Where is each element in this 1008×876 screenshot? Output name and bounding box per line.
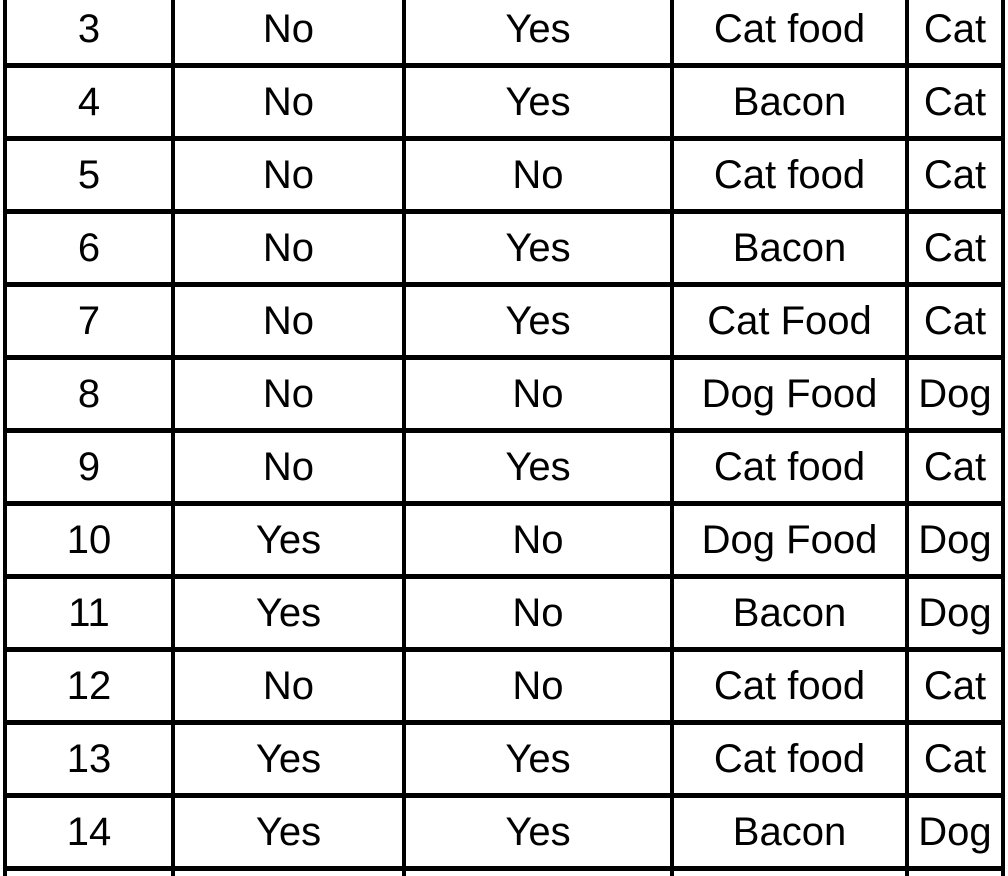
table-cell-food: Bacon [674, 214, 909, 282]
table-cell-species: Dog [909, 579, 1005, 647]
table-cell: No [175, 214, 406, 282]
table-cell: No [406, 141, 674, 209]
table-row [7, 360, 1005, 433]
table-cell-food: Cat food [674, 141, 909, 209]
table-row [7, 0, 1005, 68]
table-cell-species: Cat [909, 0, 1005, 63]
table-cell: No [175, 652, 406, 720]
table-cell-row-id: 9 [7, 433, 175, 501]
table-cell-food: Cat food [674, 652, 909, 720]
table-cell: Yes [175, 506, 406, 574]
table-cell: Yes [406, 287, 674, 355]
table-cell-row-id: 12 [7, 652, 175, 720]
table-cell-row-id: 5 [7, 141, 175, 209]
table-cell-species: Dog [909, 360, 1005, 428]
table-cell: Yes [406, 433, 674, 501]
table-cell [406, 871, 674, 876]
table-cell: Yes [406, 214, 674, 282]
table-row-partial [7, 871, 1005, 876]
table-cell: No [175, 68, 406, 136]
table-cell-species: Cat [909, 214, 1005, 282]
table-cell: No [175, 360, 406, 428]
table-cell: No [175, 141, 406, 209]
table-cell-food: Cat food [674, 725, 909, 793]
table-cell [674, 871, 909, 876]
table-cell-row-id: 14 [7, 798, 175, 866]
table-cell [7, 871, 175, 876]
table-cell-species: Cat [909, 433, 1005, 501]
table-cell-food: Cat food [674, 0, 909, 63]
table-cell-row-id: 8 [7, 360, 175, 428]
table-row [7, 652, 1005, 725]
table-cell [175, 871, 406, 876]
table-cell: No [406, 506, 674, 574]
table-cell-food: Cat food [674, 433, 909, 501]
table-cell-species: Dog [909, 506, 1005, 574]
table-cell-food: Dog Food [674, 360, 909, 428]
table-cell: No [175, 433, 406, 501]
table-cell: No [175, 0, 406, 63]
table-cell-food: Bacon [674, 798, 909, 866]
table-cell-species: Cat [909, 68, 1005, 136]
table-cell: Yes [406, 0, 674, 63]
table-row [7, 579, 1005, 652]
table-row [7, 798, 1005, 871]
table-row [7, 214, 1005, 287]
table-row [7, 287, 1005, 360]
table-cell: Yes [175, 579, 406, 647]
table-cell-row-id: 13 [7, 725, 175, 793]
table-cell: No [406, 652, 674, 720]
table-cell-species: Cat [909, 652, 1005, 720]
table-cell: Yes [175, 725, 406, 793]
table-cell-food: Bacon [674, 579, 909, 647]
table-cell: No [406, 360, 674, 428]
table-cell-species: Cat [909, 287, 1005, 355]
table-cell-species: Cat [909, 725, 1005, 793]
table-cell: Yes [406, 798, 674, 866]
table-cell-row-id: 3 [7, 0, 175, 63]
table-cell-food: Bacon [674, 68, 909, 136]
table-cell-food: Dog Food [674, 506, 909, 574]
table-cell-food: Cat Food [674, 287, 909, 355]
table-cell-row-id: 6 [7, 214, 175, 282]
table-cell: Yes [406, 68, 674, 136]
table-cell-row-id: 4 [7, 68, 175, 136]
table-cell-row-id: 11 [7, 579, 175, 647]
table-cell-row-id: 7 [7, 287, 175, 355]
pets-data-table [3, 0, 1005, 876]
table-row [7, 433, 1005, 506]
table-row [7, 68, 1005, 141]
table-cell-species: Dog [909, 798, 1005, 866]
table-row [7, 141, 1005, 214]
table-cell-species: Cat [909, 141, 1005, 209]
table-cell: No [175, 287, 406, 355]
table-cell [909, 871, 1005, 876]
table-cell: Yes [175, 798, 406, 866]
table-row [7, 725, 1005, 798]
table-cell-row-id: 10 [7, 506, 175, 574]
table-cell: No [406, 579, 674, 647]
table-cell: Yes [406, 725, 674, 793]
table-row [7, 506, 1005, 579]
